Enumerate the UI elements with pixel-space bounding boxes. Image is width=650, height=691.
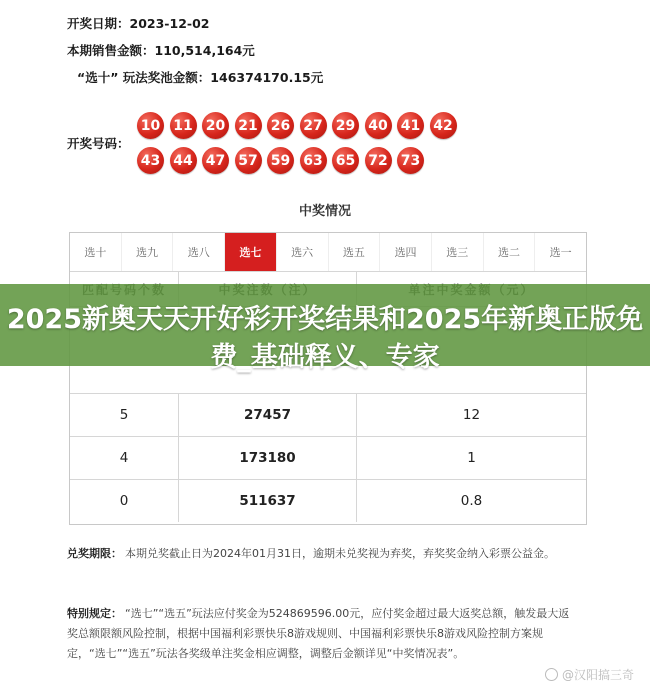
tab-xuan-jiu[interactable]: 选九 (122, 233, 174, 271)
sales-amount-label: 本期销售金额： (67, 43, 155, 58)
banner-title: 2025新奥天天开好彩开奖结果和2025年新奥正版免费_基础释义、专家 (6, 304, 644, 373)
number-ball: 72 (365, 147, 392, 174)
tab-xuan-yi[interactable]: 选一 (549, 246, 572, 259)
cell-count: 511637 (179, 480, 357, 522)
number-ball: 59 (267, 147, 294, 174)
cell-amount: 0.8 (460, 493, 483, 509)
cell-count: 173180 (179, 437, 357, 479)
table-row (70, 394, 586, 437)
draw-date-label: 开奖日期： (67, 16, 130, 31)
tab-xuan-wu[interactable]: 选五 (329, 233, 381, 271)
pool-amount-value: 146374170.15元 (210, 70, 324, 85)
special-rule-label: 特别规定： (67, 607, 122, 620)
tab-xuan-san[interactable]: 选三 (432, 233, 484, 271)
winning-numbers-row-1 (137, 112, 477, 139)
cell-count: 27457 (179, 394, 357, 436)
number-ball: 42 (430, 112, 457, 139)
prize-deadline-text: 本期兑奖截止日为2024年01月31日，逾期未兑奖视为弃奖，弃奖奖金纳入彩票公益金。 (125, 547, 555, 560)
pool-amount (77, 68, 323, 86)
table-row (70, 437, 586, 480)
tab-xuan-er[interactable]: 选二 (484, 233, 536, 271)
cell-match: 5 (70, 394, 179, 436)
cell-amount: 12 (462, 407, 481, 423)
tab-xuan-liu[interactable]: 选六 (277, 233, 329, 271)
number-ball: 63 (300, 147, 327, 174)
sales-amount-value: 110,514,164元 (154, 43, 255, 58)
number-ball: 26 (267, 112, 294, 139)
cell-amount: 1 (467, 450, 476, 466)
watermark (545, 666, 634, 683)
tab-xuan-qi[interactable]: 选七 (225, 233, 277, 271)
number-ball: 44 (170, 147, 197, 174)
winning-numbers-label: 开奖号码： (67, 136, 130, 151)
tab-xuan-shi[interactable]: 选十 (70, 233, 122, 271)
number-ball: 43 (137, 147, 164, 174)
prize-section-title: 中奖情况 (298, 204, 351, 219)
number-ball: 11 (170, 112, 197, 139)
cell-match: 4 (70, 437, 179, 479)
number-ball: 40 (365, 112, 392, 139)
number-ball: 57 (235, 147, 262, 174)
special-rule-note (67, 604, 587, 688)
watermark-icon (545, 668, 558, 681)
prize-deadline-label: 兑奖期限： (67, 547, 122, 560)
table-row (70, 480, 586, 522)
draw-date (67, 14, 209, 32)
number-ball: 65 (332, 147, 359, 174)
tab-xuan-si[interactable]: 选四 (380, 233, 432, 271)
sales-amount (67, 41, 255, 59)
cell-match: 0 (70, 480, 179, 522)
watermark-text: @汉阳搞三奇 (561, 668, 634, 682)
number-ball: 73 (397, 147, 424, 174)
winning-numbers-row-2 (137, 147, 477, 174)
play-type-tabs (70, 233, 586, 272)
number-ball: 47 (202, 147, 229, 174)
number-ball: 20 (202, 112, 229, 139)
special-rule-text: “选七”“选五”玩法应付奖金为524869596.00元，应付奖金超过最大返奖总额，触发最大返奖总额限额风险控制，根据中国福利彩票快乐8游戏规则、中国福利彩票快乐8游戏风险控制方案规定，“选七”“选五”玩法各奖级单注奖金相应调整，调整后金额详见“中奖情况表”。 (67, 607, 570, 660)
number-ball: 41 (397, 112, 424, 139)
number-ball: 27 (300, 112, 327, 139)
number-ball: 29 (332, 112, 359, 139)
draw-date-value: 2023-12-02 (129, 16, 210, 31)
pool-amount-label: “选十” 玩法奖池金额： (77, 70, 211, 85)
number-ball: 10 (137, 112, 164, 139)
tab-xuan-ba[interactable]: 选八 (173, 233, 225, 271)
prize-table (69, 232, 587, 525)
number-ball: 21 (235, 112, 262, 139)
prize-deadline-note (67, 544, 587, 584)
